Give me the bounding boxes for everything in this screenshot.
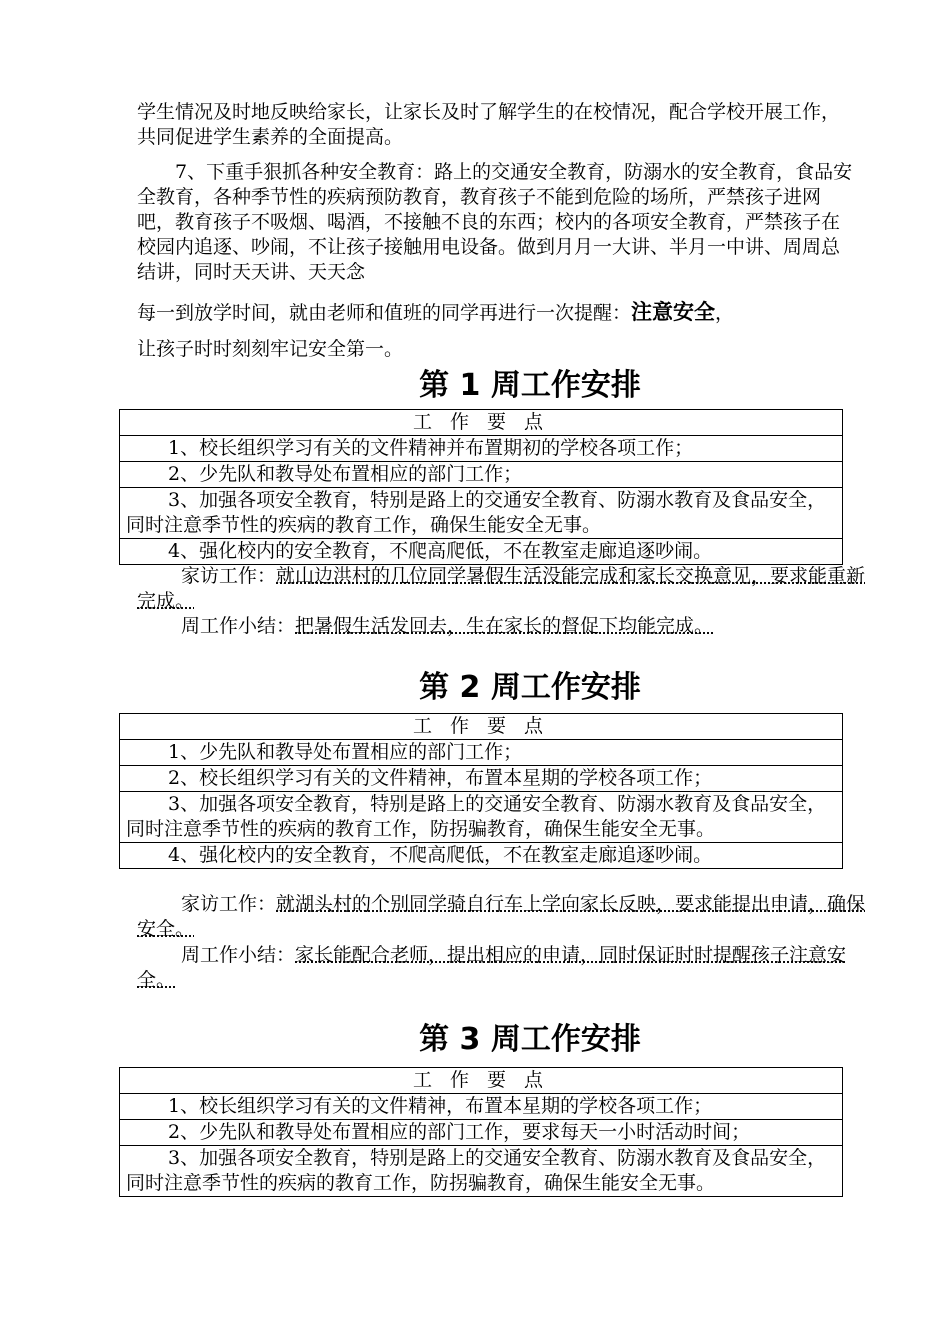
week-1-home-visit: [137, 564, 882, 614]
week-1-item-2: 2、少先队和教导处布置相应的部门工作；: [120, 462, 843, 488]
week-2-table: [119, 713, 843, 869]
week-2-item-2: 2、校长组织学习有关的文件精神，布置本星期的学校各项工作；: [120, 766, 843, 792]
intro-paragraph-4: 让孩子时时刻刻牢记安全第一。: [137, 338, 404, 360]
week-2-summary-text: 家长能配合老师，提出相应的申请，同时保证时时提醒孩子注意安全。: [137, 944, 847, 991]
week-3-table-header: 工作要点: [120, 1068, 843, 1094]
week-2-item-4: 4、强化校内的安全教育，不爬高爬低，不在教室走廊追逐吵闹。: [120, 843, 843, 869]
week-2-summary: [137, 943, 882, 993]
week-1-item-1: 1、校长组织学习有关的文件精神并布置期初的学校各项工作；: [120, 436, 843, 462]
week-1-table: [119, 409, 843, 565]
week-1-item-3: 3、加强各项安全教育，特别是路上的交通安全教育、防溺水教育及食品安全，同时注意季节性的疾病的教育工作，确保生能安全无事。: [120, 488, 843, 539]
week-2-title: 第 2 周工作安排: [419, 670, 641, 705]
week-2-item-1: 1、少先队和教导处布置相应的部门工作；: [120, 740, 843, 766]
week-3-item-3: 3、加强各项安全教育，特别是路上的交通安全教育、防溺水教育及食品安全，同时注意季节性的疾病的教育工作，防拐骗教育，确保生能安全无事。: [120, 1146, 843, 1197]
week-2-item-3: 3、加强各项安全教育，特别是路上的交通安全教育、防溺水教育及食品安全，同时注意季节性的疾病的教育工作，防拐骗教育，确保生能安全无事。: [120, 792, 843, 843]
week-1-item-4: 4、强化校内的安全教育，不爬高爬低，不在教室走廊追逐吵闹。: [120, 539, 843, 565]
intro-paragraph-1: 学生情况及时地反映给家长，让家长及时了解学生的在校情况，配合学校开展工作，共同促进学生素养的全面提高。: [137, 101, 841, 148]
week-1-summary-label: 周工作小结：: [181, 615, 296, 637]
intro-paragraph-3: [137, 297, 857, 328]
safety-emphasis: 注意安全: [631, 300, 716, 324]
week-2-home-visit-label: 家访工作：: [181, 893, 277, 915]
week-1-home-visit-text: 就山边洪村的几位同学暑假生活没能完成和家长交换意见，要求能重新完成。: [137, 565, 866, 612]
intro-paragraph-3-end: ，: [715, 302, 735, 324]
week-1-title: 第 1 周工作安排: [419, 368, 641, 403]
intro-paragraph-3-text: 每一到放学时间，就由老师和值班的同学再进行一次提醒：: [137, 302, 632, 324]
week-1-summary-text: 把暑假生活发回去，生在家长的督促下均能完成。: [295, 615, 714, 637]
week-1-home-visit-label: 家访工作：: [181, 565, 277, 587]
intro-paragraph-2: 7、下重手狠抓各种安全教育：路上的交通安全教育，防溺水的安全教育，食品安全教育，各种季节性的疾病预防教育，教育孩子不能到危险的场所，严禁孩子进网吧，教育孩子不吸烟、喝酒，不接触不良的东西；校内的各项安全教育，严禁孩子在校园内追逐、吵闹，不让孩子接触用电设备。做到月月一大讲、半月一中讲、周周总结讲，同时天天讲、天天念: [137, 161, 853, 283]
week-2-home-visit-text: 就湖头村的个别同学骑自行车上学向家长反映，要求能提出申请，确保安全。: [137, 893, 866, 940]
week-3-title: 第 3 周工作安排: [419, 1022, 641, 1057]
week-3-item-1: 1、校长组织学习有关的文件精神，布置本星期的学校各项工作；: [120, 1094, 843, 1120]
week-3-item-2: 2、少先队和教导处布置相应的部门工作，要求每天一小时活动时间；: [120, 1120, 843, 1146]
week-2-home-visit: [137, 892, 882, 942]
week-2-summary-label: 周工作小结：: [181, 944, 296, 966]
week-3-table: [119, 1067, 843, 1197]
week-1-table-header: 工作要点: [120, 410, 843, 436]
week-2-table-header: 工作要点: [120, 714, 843, 740]
week-1-summary: [137, 614, 882, 639]
